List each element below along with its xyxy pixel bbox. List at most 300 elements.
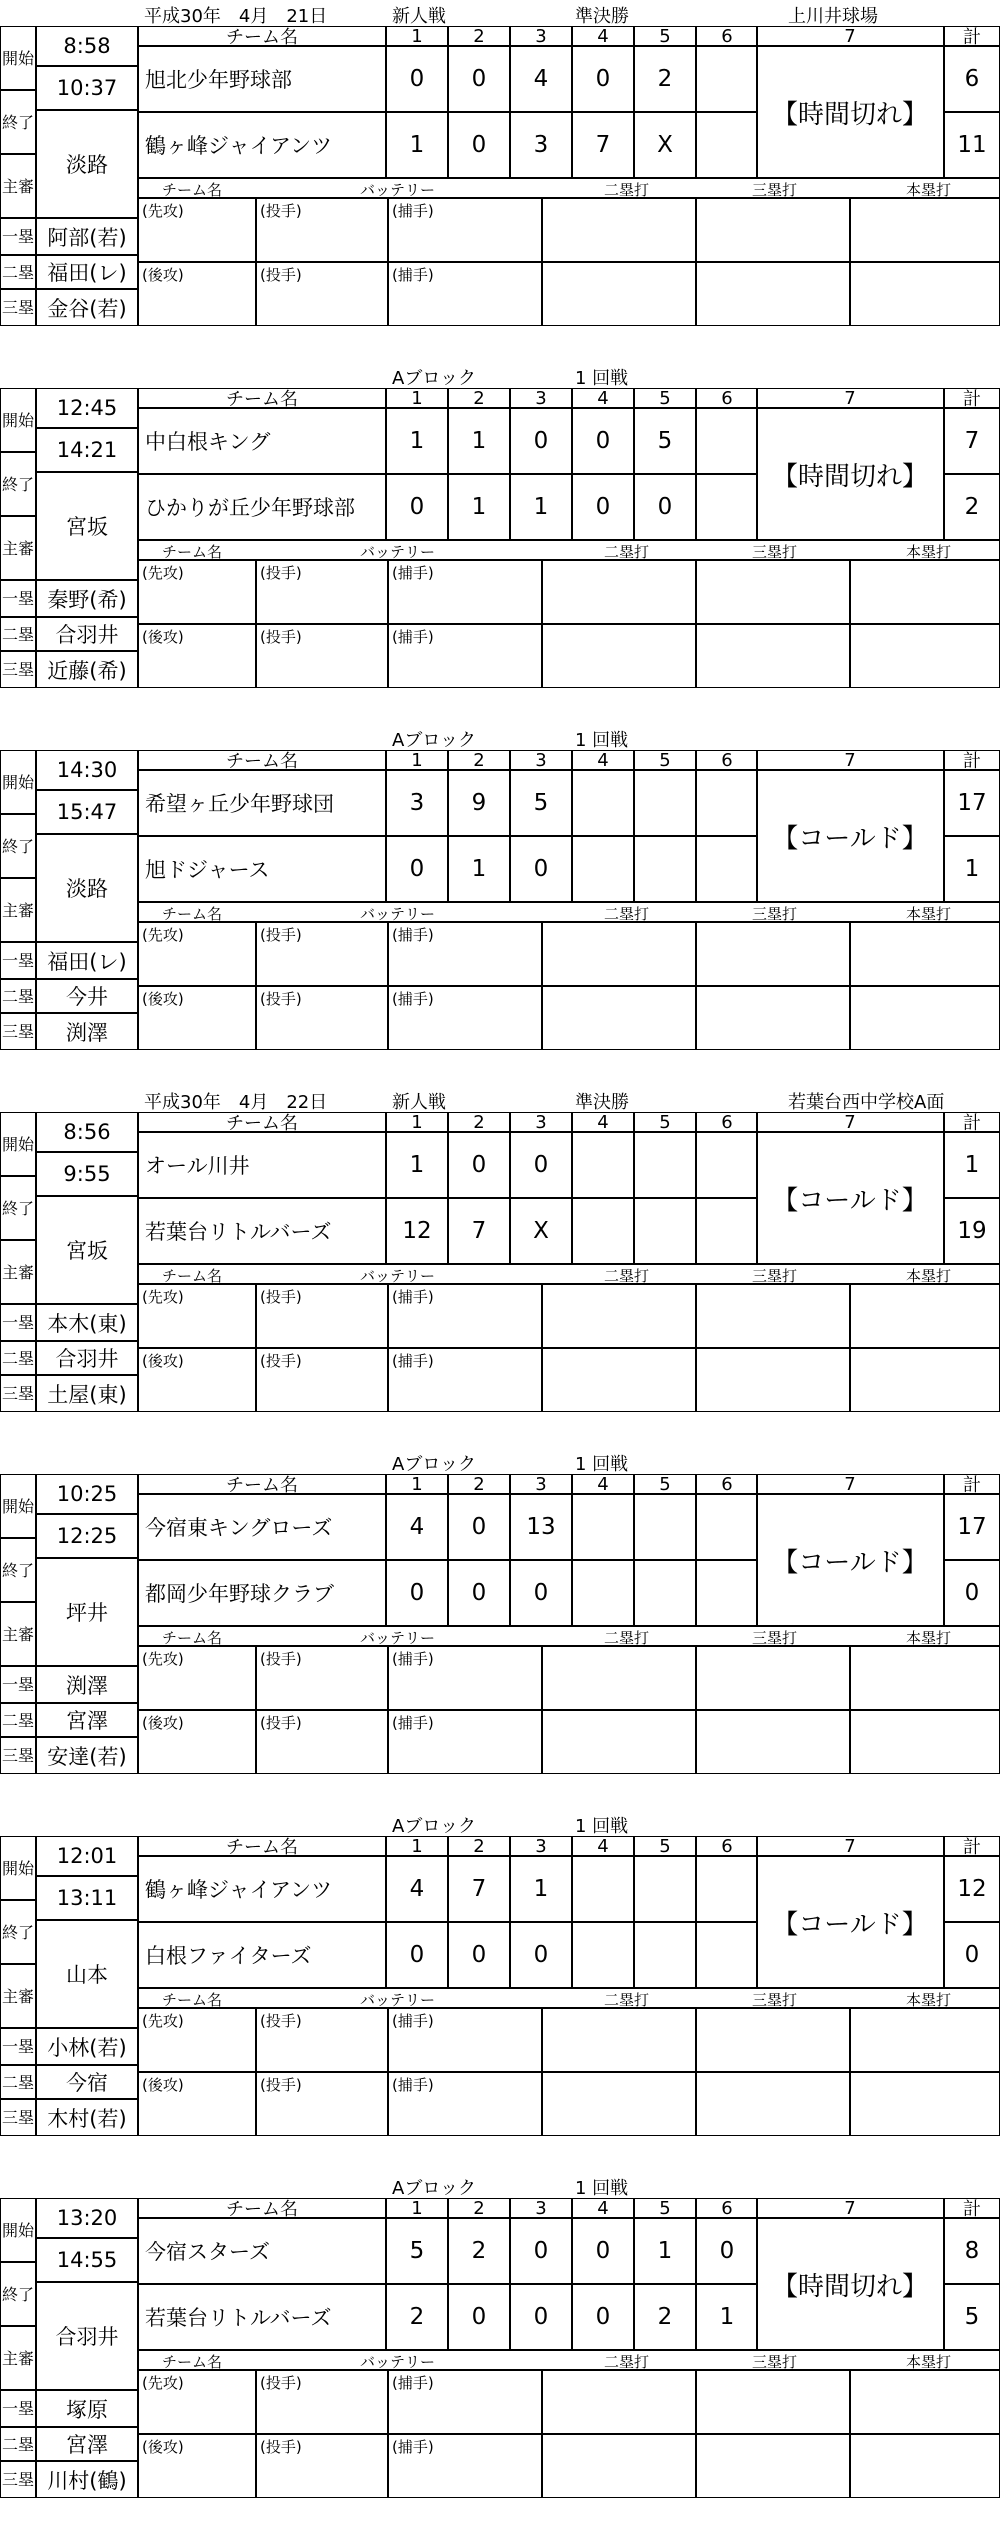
inning-score: 3 bbox=[386, 770, 448, 836]
team-total: 17 bbox=[944, 770, 1000, 836]
chief-umpire: 淡路 bbox=[36, 110, 138, 218]
inning-3-header: 3 bbox=[510, 2198, 572, 2218]
inning-3-header: 3 bbox=[510, 26, 572, 46]
notes-battery-label: バッテリー bbox=[360, 1629, 436, 1647]
inning-1-header: 1 bbox=[386, 388, 448, 408]
team-total: 11 bbox=[944, 112, 1000, 178]
inning-score: 1 bbox=[448, 474, 510, 540]
notes-team-label: チーム名 bbox=[162, 1267, 223, 1285]
inning-score bbox=[696, 46, 758, 112]
inning-score: X bbox=[510, 1198, 572, 1264]
base1-umpire: 塚原 bbox=[36, 2390, 138, 2427]
inning-7-header: 7 bbox=[756, 750, 944, 770]
inning-score: 0 bbox=[386, 836, 448, 902]
total-header: 計 bbox=[944, 750, 1000, 770]
inning-score bbox=[572, 1922, 634, 1988]
inning-score bbox=[696, 1856, 758, 1922]
start-label: 開始 bbox=[0, 1112, 36, 1176]
game-block bbox=[0, 362, 1000, 689]
inning-score bbox=[696, 1198, 758, 1264]
attack-order-label: (後攻) bbox=[142, 1714, 184, 1732]
notes-battery-label: バッテリー bbox=[360, 1267, 436, 1285]
inning-score: 9 bbox=[448, 770, 510, 836]
inning-2-header: 2 bbox=[448, 1474, 510, 1494]
event-name: Aブロック bbox=[392, 2178, 476, 2199]
inning-score: 7 bbox=[572, 112, 634, 178]
notes-homerun-cell bbox=[850, 1284, 1000, 1348]
base1-label: 一塁 bbox=[0, 2028, 36, 2065]
inning-score: 0 bbox=[448, 1560, 510, 1626]
inning-4-header: 4 bbox=[572, 750, 634, 770]
pitcher-label: (投手) bbox=[260, 2374, 302, 2392]
start-time: 10:25 bbox=[36, 1474, 138, 1514]
chief-umpire-label: 主審 bbox=[0, 878, 36, 942]
inning-score: 2 bbox=[386, 2284, 448, 2350]
inning-score: 1 bbox=[448, 836, 510, 902]
inning-score: 7 bbox=[448, 1198, 510, 1264]
inning-6-header: 6 bbox=[696, 1474, 758, 1494]
team-name: 都岡少年野球クラブ bbox=[138, 1560, 386, 1626]
inning-5-header: 5 bbox=[634, 2198, 696, 2218]
attack-order-label: (先攻) bbox=[142, 2012, 184, 2030]
pitcher-label: (投手) bbox=[260, 990, 302, 1008]
inning-score: 2 bbox=[634, 2284, 696, 2350]
notes-triple-cell bbox=[696, 262, 850, 326]
chief-umpire: 山本 bbox=[36, 1920, 138, 2028]
event-name: Aブロック bbox=[392, 730, 476, 751]
pitcher-label: (投手) bbox=[260, 1714, 302, 1732]
notes-double-label: 二塁打 bbox=[604, 181, 650, 199]
notes-team-label: チーム名 bbox=[162, 2353, 223, 2371]
team-total: 8 bbox=[944, 2218, 1000, 2284]
inning-score: 1 bbox=[386, 1132, 448, 1198]
attack-order-label: (後攻) bbox=[142, 1352, 184, 1370]
chief-umpire-label: 主審 bbox=[0, 516, 36, 580]
team-total: 1 bbox=[944, 1132, 1000, 1198]
game-block bbox=[0, 1086, 1000, 1413]
notes-homerun-cell bbox=[850, 560, 1000, 624]
notes-homerun-label: 本塁打 bbox=[906, 1991, 952, 2009]
notes-homerun-cell bbox=[850, 262, 1000, 326]
base2-label: 二塁 bbox=[0, 979, 36, 1013]
inning-4-header: 4 bbox=[572, 388, 634, 408]
notes-battery-label: バッテリー bbox=[360, 2353, 436, 2371]
inning-6-header: 6 bbox=[696, 26, 758, 46]
inning-6-header: 6 bbox=[696, 1112, 758, 1132]
notes-double-cell bbox=[542, 624, 696, 688]
team-name: ひかりが丘少年野球部 bbox=[138, 474, 386, 540]
base3-label: 三塁 bbox=[0, 289, 36, 326]
base1-umpire: 福田(レ) bbox=[36, 942, 138, 979]
team-total: 17 bbox=[944, 1494, 1000, 1560]
notes-homerun-label: 本塁打 bbox=[906, 1629, 952, 1647]
notes-homerun-cell bbox=[850, 2072, 1000, 2136]
notes-header-row bbox=[138, 1626, 1000, 1646]
end-time: 10:37 bbox=[36, 66, 138, 110]
inning-7-header: 7 bbox=[756, 26, 944, 46]
notes-homerun-cell bbox=[850, 1646, 1000, 1710]
base1-umpire: 渕澤 bbox=[36, 1666, 138, 1703]
pitcher-label: (投手) bbox=[260, 266, 302, 284]
result-note: 【時間切れ】 bbox=[756, 46, 944, 178]
catcher-label: (捕手) bbox=[392, 628, 434, 646]
inning-score: 0 bbox=[572, 2218, 634, 2284]
notes-triple-label: 三塁打 bbox=[752, 543, 798, 561]
inning-score: 13 bbox=[510, 1494, 572, 1560]
inning-score: 1 bbox=[510, 474, 572, 540]
inning-score bbox=[634, 836, 696, 902]
start-time: 8:58 bbox=[36, 26, 138, 66]
game-grid bbox=[0, 1836, 1000, 2136]
notes-battery-label: バッテリー bbox=[360, 905, 436, 923]
base3-umpire: 安達(若) bbox=[36, 1737, 138, 1774]
notes-triple-label: 三塁打 bbox=[752, 1629, 798, 1647]
inning-2-header: 2 bbox=[448, 2198, 510, 2218]
game-header bbox=[0, 362, 1000, 388]
game-grid bbox=[0, 388, 1000, 688]
notes-triple-cell bbox=[696, 986, 850, 1050]
pitcher-label: (投手) bbox=[260, 202, 302, 220]
team-name: 希望ヶ丘少年野球団 bbox=[138, 770, 386, 836]
attack-order-label: (後攻) bbox=[142, 628, 184, 646]
notes-header-row bbox=[138, 1264, 1000, 1284]
notes-triple-cell bbox=[696, 198, 850, 262]
inning-score: 1 bbox=[386, 112, 448, 178]
start-label: 開始 bbox=[0, 26, 36, 90]
catcher-label: (捕手) bbox=[392, 990, 434, 1008]
inning-score: 1 bbox=[634, 2218, 696, 2284]
base3-umpire: 土屋(東) bbox=[36, 1375, 138, 1412]
base2-umpire: 今井 bbox=[36, 979, 138, 1013]
base2-label: 二塁 bbox=[0, 2427, 36, 2461]
notes-double-cell bbox=[542, 2008, 696, 2072]
inning-score bbox=[696, 1132, 758, 1198]
notes-triple-cell bbox=[696, 560, 850, 624]
inning-score bbox=[634, 1560, 696, 1626]
inning-score: 0 bbox=[386, 1922, 448, 1988]
notes-homerun-cell bbox=[850, 986, 1000, 1050]
notes-double-cell bbox=[542, 1646, 696, 1710]
catcher-label: (捕手) bbox=[392, 2012, 434, 2030]
notes-homerun-label: 本塁打 bbox=[906, 905, 952, 923]
notes-homerun-cell bbox=[850, 198, 1000, 262]
inning-5-header: 5 bbox=[634, 1474, 696, 1494]
chief-umpire: 宮坂 bbox=[36, 1196, 138, 1304]
inning-score: 1 bbox=[510, 1856, 572, 1922]
notes-homerun-label: 本塁打 bbox=[906, 181, 952, 199]
inning-1-header: 1 bbox=[386, 2198, 448, 2218]
attack-order-label: (後攻) bbox=[142, 2438, 184, 2456]
inning-6-header: 6 bbox=[696, 388, 758, 408]
inning-score: 0 bbox=[510, 2284, 572, 2350]
notes-team-label: チーム名 bbox=[162, 543, 223, 561]
game-grid bbox=[0, 2198, 1000, 2498]
result-note: 【コールド】 bbox=[756, 770, 944, 902]
inning-score: 1 bbox=[448, 408, 510, 474]
base3-label: 三塁 bbox=[0, 2099, 36, 2136]
attack-order-label: (先攻) bbox=[142, 202, 184, 220]
start-label: 開始 bbox=[0, 2198, 36, 2262]
base1-umpire: 小林(若) bbox=[36, 2028, 138, 2065]
pitcher-label: (投手) bbox=[260, 2012, 302, 2030]
base1-umpire: 阿部(若) bbox=[36, 218, 138, 255]
team-name: 白根ファイターズ bbox=[138, 1922, 386, 1988]
attack-order-label: (後攻) bbox=[142, 990, 184, 1008]
base2-label: 二塁 bbox=[0, 2065, 36, 2099]
game-block bbox=[0, 1810, 1000, 2137]
inning-score: 0 bbox=[386, 46, 448, 112]
inning-score bbox=[696, 1922, 758, 1988]
end-label: 終了 bbox=[0, 1900, 36, 1964]
team-total: 7 bbox=[944, 408, 1000, 474]
notes-double-cell bbox=[542, 198, 696, 262]
base1-label: 一塁 bbox=[0, 942, 36, 979]
notes-double-label: 二塁打 bbox=[604, 1267, 650, 1285]
team-total: 0 bbox=[944, 1560, 1000, 1626]
inning-score bbox=[696, 770, 758, 836]
total-header: 計 bbox=[944, 2198, 1000, 2218]
team-total: 0 bbox=[944, 1922, 1000, 1988]
attack-order-label: (後攻) bbox=[142, 266, 184, 284]
pitcher-label: (投手) bbox=[260, 628, 302, 646]
catcher-label: (捕手) bbox=[392, 926, 434, 944]
base3-umpire: 金谷(若) bbox=[36, 289, 138, 326]
game-header bbox=[0, 1448, 1000, 1474]
end-time: 9:55 bbox=[36, 1152, 138, 1196]
base1-label: 一塁 bbox=[0, 2390, 36, 2427]
notes-homerun-label: 本塁打 bbox=[906, 1267, 952, 1285]
result-note: 【時間切れ】 bbox=[756, 2218, 944, 2350]
base3-label: 三塁 bbox=[0, 651, 36, 688]
catcher-label: (捕手) bbox=[392, 1714, 434, 1732]
notes-triple-label: 三塁打 bbox=[752, 905, 798, 923]
event-name: Aブロック bbox=[392, 1816, 476, 1837]
catcher-label: (捕手) bbox=[392, 2076, 434, 2094]
inning-score bbox=[696, 1494, 758, 1560]
game-block bbox=[0, 0, 1000, 327]
end-time: 12:25 bbox=[36, 1514, 138, 1558]
catcher-label: (捕手) bbox=[392, 266, 434, 284]
game-header bbox=[0, 1810, 1000, 1836]
inning-2-header: 2 bbox=[448, 1836, 510, 1856]
notes-double-cell bbox=[542, 2072, 696, 2136]
inning-score: 4 bbox=[386, 1494, 448, 1560]
inning-score bbox=[634, 1856, 696, 1922]
game-grid bbox=[0, 26, 1000, 326]
notes-triple-label: 三塁打 bbox=[752, 1267, 798, 1285]
round-name: 1 回戦 bbox=[575, 368, 629, 389]
attack-order-label: (先攻) bbox=[142, 1288, 184, 1306]
chief-umpire: 合羽井 bbox=[36, 2282, 138, 2390]
inning-score: 0 bbox=[510, 1132, 572, 1198]
start-time: 13:20 bbox=[36, 2198, 138, 2238]
inning-score: 2 bbox=[634, 46, 696, 112]
notes-triple-label: 三塁打 bbox=[752, 181, 798, 199]
start-label: 開始 bbox=[0, 750, 36, 814]
team-name: 若葉台リトルバーズ bbox=[138, 2284, 386, 2350]
base1-label: 一塁 bbox=[0, 218, 36, 255]
inning-score: 12 bbox=[386, 1198, 448, 1264]
game-grid bbox=[0, 750, 1000, 1050]
notes-battery-label: バッテリー bbox=[360, 543, 436, 561]
inning-6-header: 6 bbox=[696, 750, 758, 770]
round-name: 1 回戦 bbox=[575, 1454, 629, 1475]
end-label: 終了 bbox=[0, 90, 36, 154]
base1-label: 一塁 bbox=[0, 580, 36, 617]
end-label: 終了 bbox=[0, 1176, 36, 1240]
inning-score bbox=[696, 474, 758, 540]
start-time: 14:30 bbox=[36, 750, 138, 790]
notes-homerun-label: 本塁打 bbox=[906, 2353, 952, 2371]
notes-double-cell bbox=[542, 1284, 696, 1348]
inning-4-header: 4 bbox=[572, 2198, 634, 2218]
inning-3-header: 3 bbox=[510, 1836, 572, 1856]
notes-double-cell bbox=[542, 2370, 696, 2434]
base1-label: 一塁 bbox=[0, 1666, 36, 1703]
team-name: 旭北少年野球部 bbox=[138, 46, 386, 112]
venue-name: 上川井球場 bbox=[788, 6, 878, 27]
notes-triple-cell bbox=[696, 1348, 850, 1412]
team-name: 今宿スターズ bbox=[138, 2218, 386, 2284]
base2-umpire: 宮澤 bbox=[36, 1703, 138, 1737]
base1-umpire: 秦野(希) bbox=[36, 580, 138, 617]
chief-umpire: 淡路 bbox=[36, 834, 138, 942]
inning-score: 3 bbox=[510, 112, 572, 178]
team-total: 2 bbox=[944, 474, 1000, 540]
inning-score bbox=[634, 1922, 696, 1988]
notes-triple-cell bbox=[696, 624, 850, 688]
round-name: 1 回戦 bbox=[575, 2178, 629, 2199]
inning-score bbox=[634, 1132, 696, 1198]
round-name: 1 回戦 bbox=[575, 730, 629, 751]
chief-umpire-label: 主審 bbox=[0, 1964, 36, 2028]
catcher-label: (捕手) bbox=[392, 2374, 434, 2392]
attack-order-label: (先攻) bbox=[142, 2374, 184, 2392]
game-date: 平成30年 4月 22日 bbox=[144, 1092, 328, 1113]
result-note: 【コールド】 bbox=[756, 1494, 944, 1626]
start-time: 12:01 bbox=[36, 1836, 138, 1876]
inning-score bbox=[696, 112, 758, 178]
base2-label: 二塁 bbox=[0, 617, 36, 651]
inning-score bbox=[572, 770, 634, 836]
chief-umpire: 坪井 bbox=[36, 1558, 138, 1666]
base2-umpire: 福田(レ) bbox=[36, 255, 138, 289]
catcher-label: (捕手) bbox=[392, 1352, 434, 1370]
pitcher-label: (投手) bbox=[260, 1352, 302, 1370]
pitcher-label: (投手) bbox=[260, 926, 302, 944]
chief-umpire: 宮坂 bbox=[36, 472, 138, 580]
team-name: 今宿東キングローズ bbox=[138, 1494, 386, 1560]
pitcher-label: (投手) bbox=[260, 2438, 302, 2456]
inning-score: 4 bbox=[510, 46, 572, 112]
base2-label: 二塁 bbox=[0, 1341, 36, 1375]
notes-triple-cell bbox=[696, 1710, 850, 1774]
round-name: 準決勝 bbox=[575, 1092, 629, 1113]
base3-umpire: 木村(若) bbox=[36, 2099, 138, 2136]
round-name: 1 回戦 bbox=[575, 1816, 629, 1837]
inning-3-header: 3 bbox=[510, 1474, 572, 1494]
attack-order-label: (後攻) bbox=[142, 2076, 184, 2094]
inning-score bbox=[572, 1198, 634, 1264]
notes-homerun-cell bbox=[850, 922, 1000, 986]
inning-score: 0 bbox=[448, 1922, 510, 1988]
notes-double-label: 二塁打 bbox=[604, 1991, 650, 2009]
team-name-header: チーム名 bbox=[138, 388, 386, 408]
inning-score: 0 bbox=[386, 474, 448, 540]
pitcher-label: (投手) bbox=[260, 1288, 302, 1306]
inning-3-header: 3 bbox=[510, 388, 572, 408]
chief-umpire-label: 主審 bbox=[0, 2326, 36, 2390]
notes-homerun-label: 本塁打 bbox=[906, 543, 952, 561]
chief-umpire-label: 主審 bbox=[0, 1602, 36, 1666]
notes-double-cell bbox=[542, 262, 696, 326]
total-header: 計 bbox=[944, 388, 1000, 408]
notes-homerun-cell bbox=[850, 1348, 1000, 1412]
base1-label: 一塁 bbox=[0, 1304, 36, 1341]
game-block bbox=[0, 1448, 1000, 1775]
attack-order-label: (先攻) bbox=[142, 564, 184, 582]
game-date: 平成30年 4月 21日 bbox=[144, 6, 328, 27]
inning-score bbox=[572, 1856, 634, 1922]
inning-score: 5 bbox=[386, 2218, 448, 2284]
event-name: Aブロック bbox=[392, 1454, 476, 1475]
inning-3-header: 3 bbox=[510, 750, 572, 770]
notes-triple-cell bbox=[696, 2370, 850, 2434]
inning-score: 0 bbox=[448, 2284, 510, 2350]
notes-battery-label: バッテリー bbox=[360, 181, 436, 199]
notes-double-cell bbox=[542, 1348, 696, 1412]
start-label: 開始 bbox=[0, 1836, 36, 1900]
event-name: Aブロック bbox=[392, 368, 476, 389]
total-header: 計 bbox=[944, 1836, 1000, 1856]
notes-triple-label: 三塁打 bbox=[752, 2353, 798, 2371]
notes-team-label: チーム名 bbox=[162, 1991, 223, 2009]
team-name: 旭ドジャース bbox=[138, 836, 386, 902]
inning-score: 0 bbox=[448, 46, 510, 112]
inning-score: 0 bbox=[386, 1560, 448, 1626]
inning-score: 1 bbox=[696, 2284, 758, 2350]
inning-1-header: 1 bbox=[386, 1112, 448, 1132]
inning-score: 0 bbox=[510, 1560, 572, 1626]
event-name: 新人戦 bbox=[392, 1092, 446, 1113]
team-total: 6 bbox=[944, 46, 1000, 112]
catcher-label: (捕手) bbox=[392, 564, 434, 582]
inning-4-header: 4 bbox=[572, 1836, 634, 1856]
team-total: 12 bbox=[944, 1856, 1000, 1922]
base3-umpire: 近藤(希) bbox=[36, 651, 138, 688]
notes-double-label: 二塁打 bbox=[604, 543, 650, 561]
team-total: 1 bbox=[944, 836, 1000, 902]
inning-score: 5 bbox=[634, 408, 696, 474]
inning-5-header: 5 bbox=[634, 388, 696, 408]
team-name-header: チーム名 bbox=[138, 2198, 386, 2218]
inning-score bbox=[572, 1132, 634, 1198]
game-header bbox=[0, 2172, 1000, 2198]
inning-score: 0 bbox=[572, 46, 634, 112]
end-time: 15:47 bbox=[36, 790, 138, 834]
notes-triple-cell bbox=[696, 1646, 850, 1710]
team-name: オール川井 bbox=[138, 1132, 386, 1198]
end-label: 終了 bbox=[0, 452, 36, 516]
inning-score bbox=[572, 1494, 634, 1560]
team-total: 19 bbox=[944, 1198, 1000, 1264]
total-header: 計 bbox=[944, 26, 1000, 46]
end-time: 13:11 bbox=[36, 1876, 138, 1920]
team-name: 中白根キング bbox=[138, 408, 386, 474]
inning-score: 7 bbox=[448, 1856, 510, 1922]
result-note: 【時間切れ】 bbox=[756, 408, 944, 540]
team-name-header: チーム名 bbox=[138, 1836, 386, 1856]
